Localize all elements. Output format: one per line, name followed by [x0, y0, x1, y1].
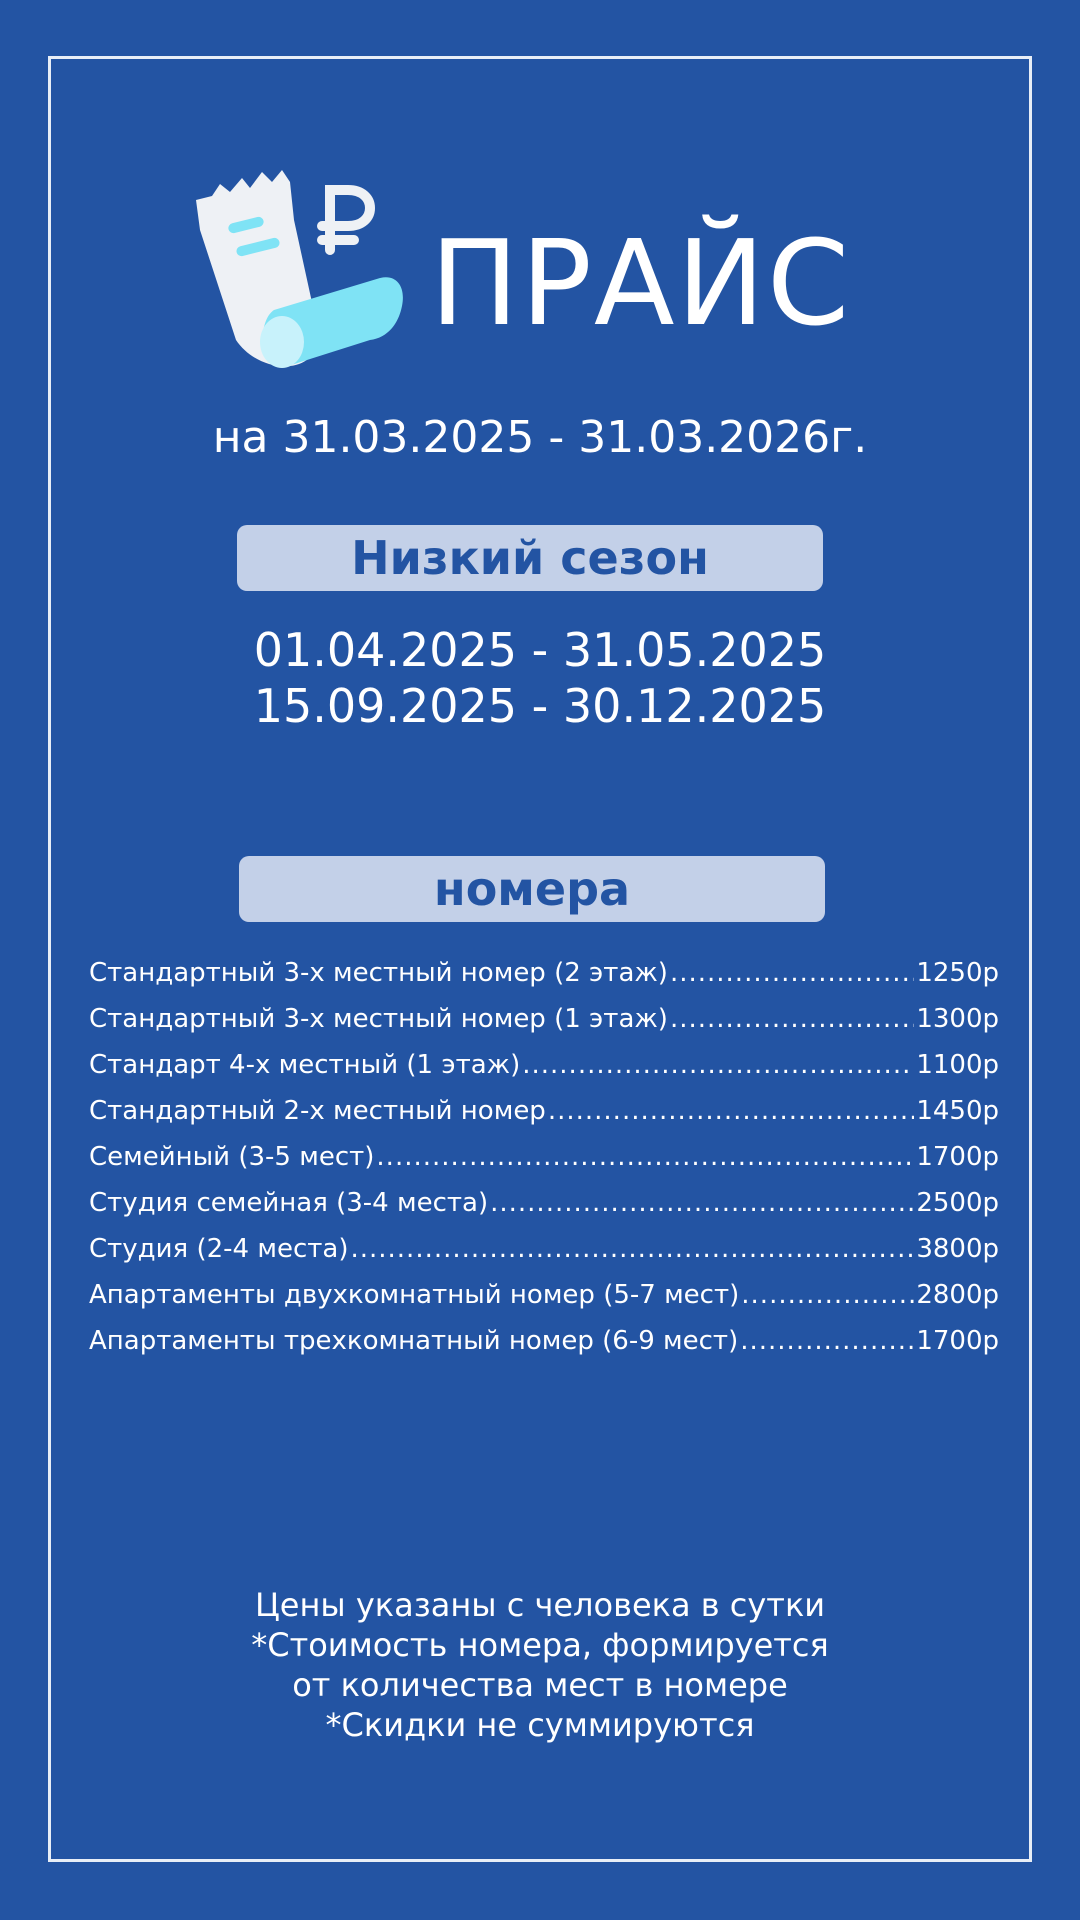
room-price: 1700р	[916, 1326, 999, 1356]
dot-leader	[490, 1180, 914, 1226]
room-name: Студия семейная (3-4 места)	[89, 1188, 489, 1218]
room-name: Стандартный 3-х местный номер (2 этаж)	[89, 958, 668, 988]
dot-leader	[670, 996, 914, 1042]
validity-period: на 31.03.2025 - 31.03.2026г.	[212, 412, 868, 463]
price-row	[89, 996, 999, 1042]
room-price: 2500р	[916, 1188, 999, 1218]
footnote: Цены указаны с человека в сутки	[254, 1586, 826, 1624]
price-row	[89, 1180, 999, 1226]
room-name: Стандартный 3-х местный номер (1 этаж)	[89, 1004, 668, 1034]
room-name: Стандарт 4-х местный (1 этаж)	[89, 1050, 521, 1080]
page-title: ПРАЙС	[430, 214, 852, 352]
season-date-range: 15.09.2025 - 30.12.2025	[253, 679, 827, 733]
rooms-badge: номера	[239, 856, 825, 922]
dot-leader	[376, 1134, 914, 1180]
room-name: Семейный (3-5 мест)	[89, 1142, 375, 1172]
price-list	[89, 950, 999, 1364]
room-price: 1250р	[916, 958, 999, 988]
dot-leader	[350, 1226, 914, 1272]
price-row	[89, 1272, 999, 1318]
footnote: *Скидки не суммируются	[325, 1706, 755, 1744]
season-date-range: 01.04.2025 - 31.05.2025	[253, 623, 827, 677]
footnote: *Стоимость номера, формируется	[251, 1626, 829, 1664]
room-name: Стандартный 2-х местный номер	[89, 1096, 546, 1126]
price-row	[89, 1134, 999, 1180]
dot-leader	[522, 1042, 914, 1088]
receipt-icon	[190, 160, 410, 370]
room-price: 1100р	[916, 1050, 999, 1080]
room-name: Студия (2-4 места)	[89, 1234, 349, 1264]
footnote: от количества мест в номере	[292, 1666, 788, 1704]
room-price: 1300р	[916, 1004, 999, 1034]
room-price: 3800р	[916, 1234, 999, 1264]
dot-leader	[548, 1088, 915, 1134]
season-dates	[0, 622, 1080, 734]
dot-leader	[740, 1318, 914, 1364]
price-row	[89, 1318, 999, 1364]
price-row	[89, 950, 999, 996]
ruble-icon	[322, 190, 370, 250]
price-row	[89, 1226, 999, 1272]
footnotes	[0, 1585, 1080, 1745]
dot-leader	[741, 1272, 914, 1318]
room-name: Апартаменты трехкомнатный номер (6-9 мест)	[89, 1326, 739, 1356]
room-price: 2800р	[916, 1280, 999, 1310]
price-row	[89, 1042, 999, 1088]
room-name: Апартаменты двухкомнатный номер (5-7 мест)	[89, 1280, 740, 1310]
season-badge: Низкий сезон	[237, 525, 823, 591]
room-price: 1700р	[916, 1142, 999, 1172]
dot-leader	[670, 950, 914, 996]
room-price: 1450р	[916, 1096, 999, 1126]
header	[190, 160, 910, 370]
price-row	[89, 1088, 999, 1134]
